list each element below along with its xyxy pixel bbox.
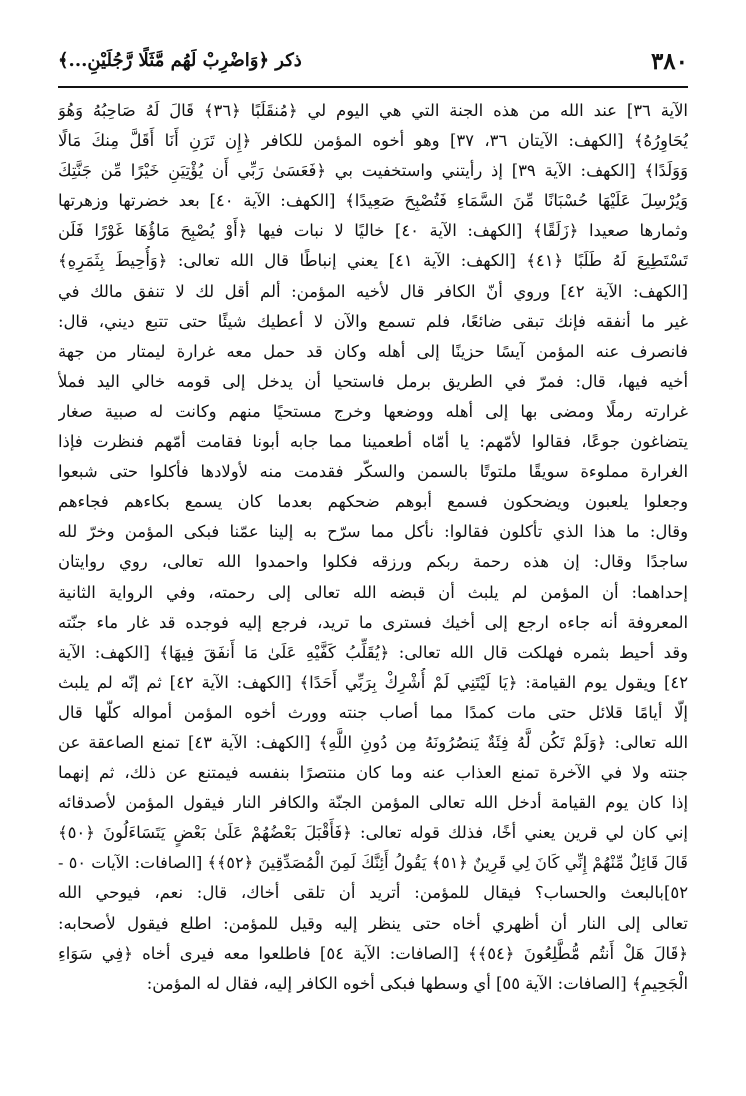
text-line: وثمارها صعيدا ﴿زَلَقًا﴾ [الكهف: الآية ٤٠] خاليًا لا نبات فيها ﴿أَوْ يُصْبِحَ مَاؤُهَا غَوْرًا فَلَن xyxy=(58,221,688,241)
text-line: وَوَلَدًا﴾ [الكهف: الآية ٣٩] إذ رأيتني واستخفيت بي ﴿فَعَسَىٰ رَبِّي أَن يُؤْتِيَنِ خَيْرًا مِّن جَنَّتِكَ xyxy=(58,161,688,181)
text-line: إذا كان يوم القيامة أدخل الله تعالى المؤمن الجنّة والكافر النار فيقول المؤمن لأصدقائه xyxy=(58,793,688,813)
page-number: ٣٨٠ xyxy=(650,48,688,75)
text-line: وجعلوا يلعبون ويضحكون فسمع أبوهم ضحكهم بعدما كان يسمع بكاءهم فجاءهم xyxy=(58,492,688,512)
text-line: فانصرف عنه المؤمن آيسًا حزينًا إلى أهله وكان قد حمل معه غرارة ليمتار من جهة xyxy=(58,341,688,361)
text-line: تعالى إلى النار أن أظهري أخاه حتى ينظر إليه وقيل للمؤمن: اطلع فيقول لأصحابه: xyxy=(58,913,688,933)
text-line: وَيُرْسِلَ عَلَيْهَا حُسْبَانًا مِّنَ السَّمَاءِ فَتُصْبِحَ صَعِيدًا﴾ [الكهف: الآية ٤٠] بعد خضرتها وزهرتها xyxy=(58,191,688,211)
text-line: تَسْتَطِيعَ لَهُ طَلَبًا ﴿٤١﴾ [الكهف: الآية ٤١] يعني إنباطًا قال الله تعالى: ﴿وَأُحِيطَ بِثَمَرِهِ﴾ xyxy=(58,251,688,271)
running-title: ذكر ﴿وَاضْرِبْ لَهُم مَّثَلًا رَّجُلَيْنِ...﴾ xyxy=(58,50,302,71)
text-line: ساجدًا وقال: إن هذه رحمة ربكم ورزقه فكلوا واحمدوا الله تعالى، روي روايتان xyxy=(58,552,688,572)
text-line: يُحَاوِرُهُ﴾ [الكهف: الآيتان ٣٦، ٣٧] وهو أخوه المؤمن للكافر ﴿إِن تَرَنِ أَنَا أَقَلَّ مِنكَ مَالًا xyxy=(58,131,688,151)
text-line: وقد أحيط بثمره فهلكت قال الله تعالى: ﴿يُقَلِّبُ كَفَّيْهِ عَلَىٰ مَا أَنفَقَ فِيهَا﴾ [الكهف: الآية xyxy=(58,642,688,662)
text-line: ٤٢] ويقول يوم القيامة: ﴿يَا لَيْتَنِي لَمْ أُشْرِكْ بِرَبِّي أَحَدًا﴾ [الكهف: الآية ٤٢] ثم إنّه لم يلبث xyxy=(58,672,688,692)
text-line: إحداهما: أن المؤمن لم يلبث أن قبضه الله تعالى إلى رحمته، وفي الرواية الثانية xyxy=(58,582,688,602)
body-text xyxy=(58,96,688,999)
header-divider xyxy=(58,86,688,88)
text-line: غرارته رملًا ومضى بها إلى أهله ووضعها وخرج مستحيًا منهم وكانت له صبية صغار xyxy=(58,401,688,421)
text-line: ٥٢]بالبعث والحساب؟ فيقال للمؤمن: أتريد أن تلقى أخاك، قال: نعم، فيوحي الله xyxy=(58,883,688,903)
text-line: الله تعالى: ﴿وَلَمْ تَكُن لَّهُ فِئَةٌ يَنصُرُونَهُ مِن دُونِ اللَّهِ﴾ [الكهف: الآية ٤٣] تمنع الصاعقة عن xyxy=(58,732,688,752)
text-line: الغرارة مملوءة سويقًا ملتوتًا بالسمن والسكّر فقدمت منه لأولادها فأكلوا حتى شبعوا xyxy=(58,462,688,482)
text-line: إلّا أيامًا قلائل حتى مات كمدًا مما أصاب جنته وورث أخوه المؤمن أمواله كلّها قال xyxy=(58,702,688,722)
text-line: جنته ولا في الآخرة تمنع العذاب عنه وما كان منتصرًا بنفسه فيمتنع عن ذلك، ثم إنهما xyxy=(58,763,688,783)
text-line: الْجَحِيمِ﴾ [الصافات: الآية ٥٥] أي وسطها فبكى أخوه الكافر إليه، فقال له المؤمن: xyxy=(146,973,688,993)
text-line: إني كان لي قرين يعني أخًا، فذلك قوله تعالى: ﴿فَأَقْبَلَ بَعْضُهُمْ عَلَىٰ بَعْضٍ يَتَسَاءَلُونَ ﴿٥٠﴾ xyxy=(58,823,688,843)
text-line: وقال: ما هذا الذي تأكلون فقالوا: نأكل مما سرّح به إلينا عمّنا فبكى المؤمن وخرّ لله xyxy=(58,522,688,542)
text-line: المعروفة أنه جاءه ارجع إلى أخيك فسترى ما تريد، فرجع إليه فوجده قد غار ماء جنّته xyxy=(58,612,688,632)
text-line: قَالَ قَائِلٌ مِّنْهُمْ إِنِّي كَانَ لِي قَرِينٌ ﴿٥١﴾ يَقُولُ أَئِنَّكَ لَمِنَ الْمُصَدِّقِينَ ﴿٥٢﴾﴾ [الصافات: الآيات ٥٠ - xyxy=(58,853,688,873)
text-line: غير ما أنفقه فإنك تبقى ضائعًا، فلم تسمع والآن لا أعطيك شيئًا حتى تتبع ديني، قال: xyxy=(58,311,688,331)
running-header xyxy=(58,44,688,84)
text-line: ﴿قَالَ هَلْ أَنتُم مُّطَّلِعُونَ ﴿٥٤﴾﴾ [الصافات: الآية ٥٤] فاطلعوا معه فيرى أخاه ﴿فِي سَوَاءِ xyxy=(58,943,688,963)
text-line: الآية ٣٦] عند الله من هذه الجنة التي هي اليوم لي ﴿مُنقَلَبًا ﴿٣٦﴾ قَالَ لَهُ صَاحِبُهُ وَهُوَ xyxy=(58,101,688,120)
text-line: يتضاغون جوعًا، فقالوا لأمّهم: يا أمّاه أطعمينا مما جابه أبونا فقامت أمّهم فنظرت فإذا xyxy=(58,432,688,452)
text-line: أخيه فيها، قال: فمرّ في الطريق برمل فاستحيا أن يدخل إلى قومه خالي اليد فملأ xyxy=(58,371,688,391)
text-line: [الكهف: الآية ٤٢] وروي أنّ الكافر قال لأخيه المؤمن: ألم أقل لك لا تنفق مالك في xyxy=(58,281,688,301)
